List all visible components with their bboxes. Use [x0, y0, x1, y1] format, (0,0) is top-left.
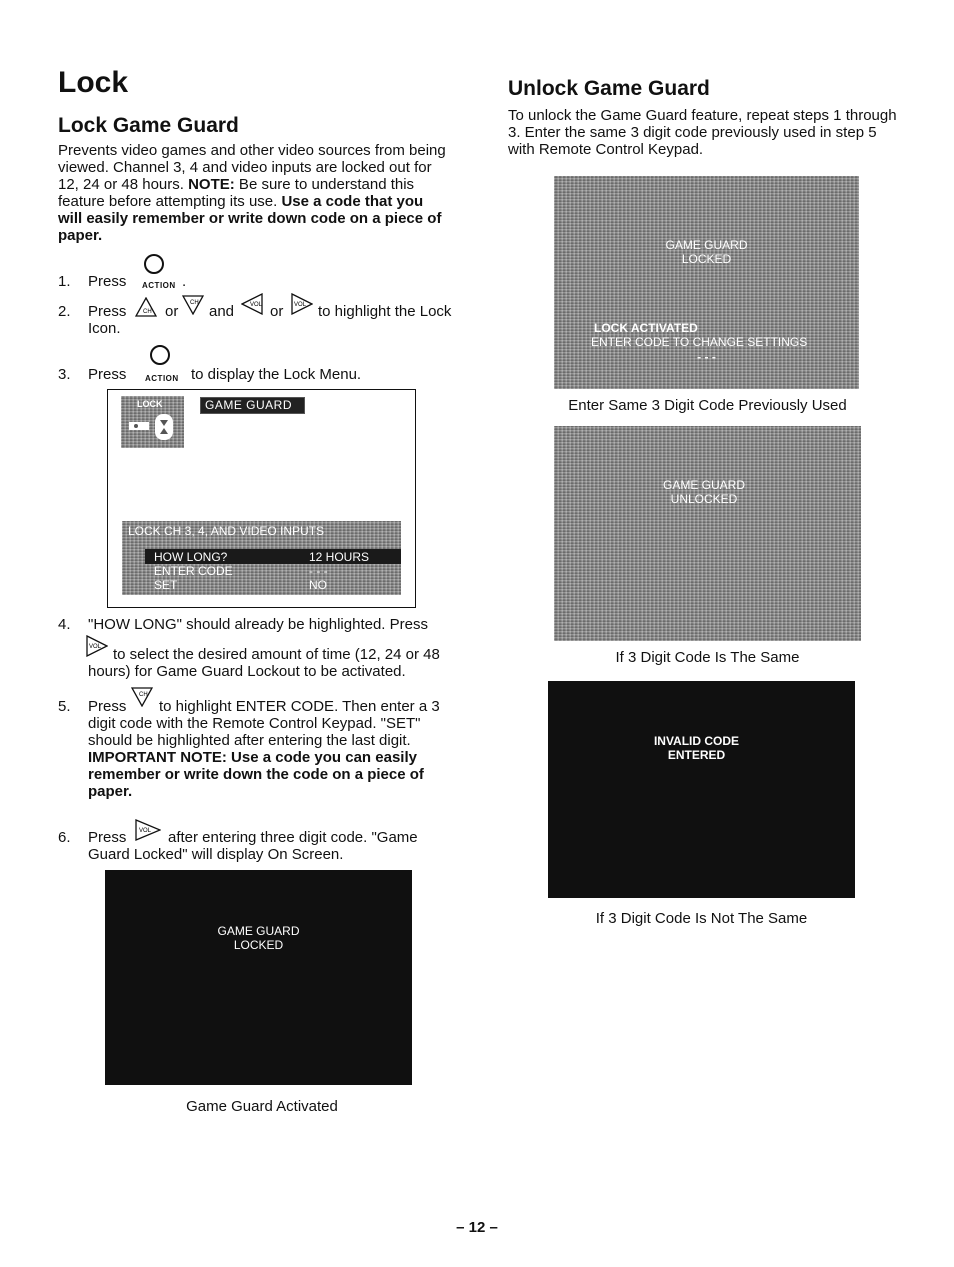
intro-line: paper. [58, 227, 103, 244]
step-3: 3. Press ACTION to display the Lock Menu. [58, 366, 470, 386]
action-o-icon [150, 345, 170, 365]
lock-icon-tile [121, 396, 184, 448]
invalid-code-screen: INVALID CODE ENTERED [548, 681, 855, 898]
intro-line: will easily remember or write down code on a piece of [58, 210, 442, 227]
svg-text:CH: CH [143, 309, 152, 315]
channel-down-icon [182, 295, 204, 315]
intro-line: 12, 24 or 48 hours. NOTE: Be sure to understand this [58, 176, 415, 193]
step-4: 4. "HOW LONG" should already be highlighted. Press VOL to select the desired amount of time (12, 24 or 48 hours) for Game Guard Lockout to be activated. [58, 616, 440, 680]
intro-line: To unlock the Game Guard feature, repeat steps 1 through [508, 107, 897, 124]
how-long-row[interactable]: HOW LONG? 12 HOURS [145, 549, 401, 564]
locked-caption: Game Guard Activated [186, 1098, 338, 1115]
channel-down-icon [131, 687, 153, 707]
lock-intro [58, 142, 470, 244]
section-title-unlock-game-guard: Unlock Game Guard [508, 77, 710, 100]
enter-code-caption: Enter Same 3 Digit Code Previously Used [568, 397, 847, 414]
step-5: 5. Press CH to highlight ENTER CODE. Then enter a 3 digit code with the Remote Control Keypad. "SET" should be highlighted after entering the last digit. IMPORTANT NOTE: Use a code you can easily remember or write down the code on a piece of paper. [58, 698, 470, 808]
svg-text:CH: CH [139, 692, 148, 698]
set-row[interactable]: SET NO [154, 578, 327, 592]
unlock-intro [508, 107, 928, 158]
intro-line: feature before attempting its use. Use a code that you [58, 193, 424, 210]
enter-code-screen: GAME GUARD LOCKED LOCK ACTIVATED ENTER CODE TO CHANGE SETTINGS - - - [554, 176, 859, 389]
action-label: ACTION [142, 281, 176, 290]
lock-menu-panel [122, 521, 401, 595]
intro-line: viewed. Channel 3, 4 and video inputs are locked out for [58, 159, 432, 176]
lock-label: LOCK [137, 399, 163, 409]
svg-text:VOL: VOL [89, 644, 102, 650]
step-2: 2. Press CH or CH and VOL or VOL to highlight the Lock Icon. [58, 303, 470, 343]
step-1: 1. Press ACTION . [58, 273, 470, 293]
volume-right-icon [291, 293, 313, 315]
svg-text:CH: CH [190, 300, 199, 306]
intro-line: with Remote Control Keypad. [508, 141, 704, 158]
lock-menu-header: LOCK CH 3, 4, AND VIDEO INPUTS [128, 524, 325, 538]
step-6: 6. Press VOL after entering three digit code. "Game Guard Locked" will display On Screen. [58, 829, 470, 869]
svg-text:VOL: VOL [250, 302, 263, 308]
channel-up-icon [135, 297, 157, 317]
invalid-code-caption: If 3 Digit Code Is Not The Same [595, 910, 808, 927]
action-o-icon [144, 254, 164, 274]
volume-left-icon [241, 293, 263, 315]
enter-code-row[interactable]: ENTER CODE - - - [154, 564, 328, 578]
game-guard-locked-screen: GAME GUARD LOCKED [105, 870, 412, 1085]
svg-text:VOL: VOL [294, 302, 307, 308]
intro-line: 3. Enter the same 3 digit code previously used in step 5 [508, 124, 877, 141]
page-title: Lock [58, 66, 129, 99]
svg-text:VOL: VOL [139, 828, 152, 834]
intro-line: Prevents video games and other video sources from being [58, 142, 446, 159]
lock-menu-screen [107, 389, 416, 608]
volume-right-icon [86, 635, 108, 657]
unlocked-screen: GAME GUARD UNLOCKED [554, 426, 861, 641]
page-number: – 12 – [456, 1219, 498, 1236]
volume-right-icon [135, 819, 161, 841]
action-label: ACTION [145, 374, 179, 383]
unlocked-caption: If 3 Digit Code Is The Same [615, 649, 800, 666]
lock-key-icon [127, 412, 179, 444]
section-title-lock-game-guard: Lock Game Guard [58, 114, 239, 137]
game-guard-tab[interactable]: GAME GUARD [200, 397, 305, 414]
